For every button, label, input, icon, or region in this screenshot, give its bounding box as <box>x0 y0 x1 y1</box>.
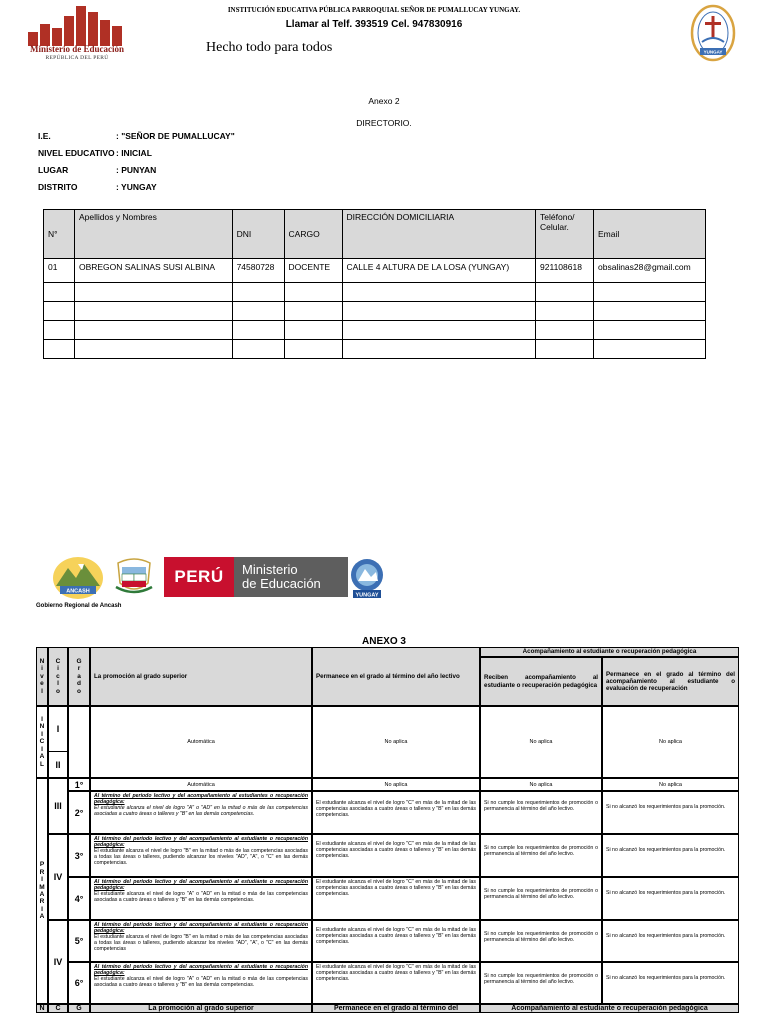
col-header: Email <box>594 210 706 259</box>
table-cell: CALLE 4 ALTURA DE LA LOSA (YUNGAY) <box>342 259 536 283</box>
col-header: DIRECCIÓN DOMICILIARIA <box>342 210 536 259</box>
table-cell <box>342 340 536 359</box>
table-cell: obsalinas28@gmail.com <box>594 259 706 283</box>
table-cell <box>74 340 232 359</box>
col-header: DNI <box>232 210 284 259</box>
grade-5: 5° <box>68 920 90 962</box>
yungay-logo <box>349 557 385 599</box>
header-permanece: Permanece en el grado al término del año lectivo <box>312 647 480 706</box>
header-reciben: Reciben acompañamiento al estudiante o recuperación pedagógica <box>480 657 602 706</box>
info-value: : YUNGAY <box>116 182 157 192</box>
regional-mark-text: ANCASH <box>66 588 90 595</box>
g6-promo-body: El estudiante alcanza el nivel de logro "A" o "AD" en la mitad o más de las competencias asociadas a cuatro áreas o talleres y "B" en las demás competencias. <box>94 976 308 989</box>
header-permanece-eval: Permanece en el grado al término del acompañamiento al estudiante o evaluación de recuperación <box>602 657 739 706</box>
nivel-primaria: P R I M A R I A <box>36 778 48 1004</box>
table-cell <box>44 302 75 321</box>
info-label: NIVEL EDUCATIVO <box>38 148 115 158</box>
grade-6: 6° <box>68 962 90 1004</box>
info-distrito <box>38 182 157 192</box>
ministry-subtitle: REPÚBLICA DEL PERÚ <box>45 55 109 61</box>
ministry-brand-line1: Ministerio <box>242 562 298 577</box>
g2-promo <box>90 791 312 834</box>
footer-c: C <box>48 1004 68 1013</box>
footer-promo: La promoción al grado superior <box>90 1004 312 1013</box>
g4-eval: Si no alcanzó los requerimientos para la promoción. <box>602 877 739 920</box>
table-cell <box>284 283 342 302</box>
g3-reciben: Si no cumple los requerimientos de promoción o permanencia al término del año lectivo. <box>480 834 602 877</box>
g5-promo-head: Al término del periodo lectivo y del acompañamiento al estudiante o recuperación pedagógica: <box>94 922 308 935</box>
school-seal-icon <box>690 4 736 62</box>
cycle-ii: II <box>48 752 68 778</box>
g6-promo-head: Al término del periodo lectivo y del acompañamiento al estudiante o recuperación pedagógica: <box>94 964 308 977</box>
table-cell: OBREGON SALINAS SUSI ALBINA <box>74 259 232 283</box>
annex3-table <box>36 647 739 1013</box>
footer-n: N <box>36 1004 48 1013</box>
info-value: : INICIAL <box>116 148 152 158</box>
table-cell <box>536 283 594 302</box>
g4-promo-body: El estudiante alcanza el nivel de logro "A" o "AD" en la mitad o más de las competencias asociadas a cuatro áreas o talleres y "B" en las demás competencias. <box>94 891 308 904</box>
table-cell <box>536 340 594 359</box>
g6-perm: El estudiante alcanza el nivel de logro "C" en más de la mitad de las competencias asociadas a cuatro áreas o talleres y "B" en las demás competencias. <box>312 962 480 1004</box>
table-header-row <box>44 210 706 259</box>
footer-perm: Permanece en el grado al término del <box>312 1004 480 1013</box>
inicial-promo: Automática <box>90 706 312 778</box>
nivel-inicial: I N I C I A L <box>36 706 48 778</box>
g1-perm: No aplica <box>312 778 480 791</box>
table-cell <box>342 283 536 302</box>
table-cell <box>536 321 594 340</box>
seal-label: YUNGAY <box>703 49 723 55</box>
info-label: I.E. <box>38 131 51 141</box>
info-value: : "SEÑOR DE PUMALLUCAY" <box>116 131 235 141</box>
info-lugar <box>38 165 156 175</box>
table-cell: DOCENTE <box>284 259 342 283</box>
info-ie <box>38 131 235 141</box>
peru-brand: PERÚ <box>164 557 234 597</box>
ministry-logo-bars <box>28 6 122 46</box>
cycle-iv-a: IV <box>48 834 68 920</box>
regional-caption: Gobierno Regional de Ancash <box>36 603 122 609</box>
col-header: Apellidos y Nombres <box>74 210 232 259</box>
grade-empty <box>68 706 90 778</box>
table-cell <box>594 340 706 359</box>
g2-promo-head: Al término del periodo lectivo y del acompañamiento al estudiantes o recuperación pedagógica: <box>94 793 308 806</box>
g4-reciben: Si no cumple los requerimientos de promoción o permanencia al término del año lectivo. <box>480 877 602 920</box>
cycle-iv-b: IV <box>48 920 68 1004</box>
cycle-i: I <box>48 706 68 752</box>
g1-reciben: No aplica <box>480 778 602 791</box>
table-cell <box>44 340 75 359</box>
grade-3: 3° <box>68 834 90 877</box>
table-row <box>44 321 706 340</box>
header-ciclo: C i c l o <box>48 647 68 706</box>
info-label: DISTRITO <box>38 182 78 192</box>
grade-4: 4° <box>68 877 90 920</box>
table-cell <box>536 302 594 321</box>
header-promocion: La promoción al grado superior <box>90 647 312 706</box>
yungay-logo-text: YUNGAY <box>355 592 379 599</box>
g2-eval: Si no alcanzó los requerimientos para la promoción. <box>602 791 739 834</box>
table-cell <box>594 283 706 302</box>
table-cell <box>232 302 284 321</box>
g6-eval: Si no alcanzó los requerimientos para la promoción. <box>602 962 739 1004</box>
table-cell <box>44 283 75 302</box>
table-cell <box>232 283 284 302</box>
table-cell <box>44 321 75 340</box>
g3-promo <box>90 834 312 877</box>
info-label: LUGAR <box>38 165 69 175</box>
directory-table <box>43 209 706 359</box>
slogan: Hecho todo para todos <box>206 40 333 55</box>
table-cell: 921108618 <box>536 259 594 283</box>
grade-1: 1° <box>68 778 90 791</box>
ministry-name: Ministerio de Educación <box>30 44 124 54</box>
table-cell <box>342 321 536 340</box>
ministry-brand <box>234 557 348 597</box>
col-header: CARGO <box>284 210 342 259</box>
g3-promo-head: Al término del periodo lectivo y del acompañamiento al estudiante o recuperación pedagógica: <box>94 836 308 849</box>
header-nivel: N i v e l <box>36 647 48 706</box>
g3-eval: Si no alcanzó los requerimientos para la promoción. <box>602 834 739 877</box>
table-cell <box>594 321 706 340</box>
table-cell <box>342 302 536 321</box>
g2-reciben: Si no cumple los requerimientos de promoción o permanencia al término del año lectivo. <box>480 791 602 834</box>
inicial-perm: No aplica <box>312 706 480 778</box>
g5-eval: Si no alcanzó los requerimientos para la promoción. <box>602 920 739 962</box>
table-row <box>44 302 706 321</box>
g4-promo <box>90 877 312 920</box>
col-header: Teléfono/ Celular. <box>536 210 594 259</box>
cycle-iii: III <box>48 778 68 834</box>
school-name: INSTITUCIÓN EDUCATIVA PÚBLICA PARROQUIAL SEÑOR DE PUMALLUCAY YUNGAY. <box>227 6 521 14</box>
info-nivel <box>38 148 152 158</box>
table-cell <box>232 340 284 359</box>
table-cell <box>284 321 342 340</box>
g4-perm: El estudiante alcanza el nivel de logro "C" en más de la mitad de las competencias asociadas a cuatro áreas o talleres y "B" en las demás competencias. <box>312 877 480 920</box>
table-cell <box>74 321 232 340</box>
grade-2: 2° <box>68 791 90 834</box>
table-cell <box>594 302 706 321</box>
peru-emblem-icon <box>112 557 156 597</box>
footer-acomp: Acompañamiento al estudiante o recuperación pedagógica <box>480 1004 739 1013</box>
g5-reciben: Si no cumple los requerimientos de promoción o permanencia al término del año lectivo. <box>480 920 602 962</box>
g5-promo-body: El estudiante alcanza el nivel de logro "B" en la mitad o más de las competencias asociadas a todas las áreas o talleres, pudiendo alcanzar los niveles "AD", "A", o "C" en las demás competencias <box>94 934 308 953</box>
footer-g: G <box>68 1004 90 1013</box>
annex2-subtitle: DIRECTORIO. <box>356 118 412 128</box>
g3-perm: El estudiante alcanza el nivel de logro "C" en más de la mitad de las competencias asociadas a cuatro áreas o talleres y "B" en las demás competencias. <box>312 834 480 877</box>
g2-promo-body: El estudiante alcanza el nivel de logro "A" o "AD" en la mitad o más de las competencias asociadas a cuatro áreas o talleres y "B" en las demás competencias. <box>94 805 308 818</box>
g2-perm: El estudiante alcanza el nivel de logro "C" en más de la mitad de las competencias asociadas a cuatro áreas o talleres y "B" en las demás competencias. <box>312 791 480 834</box>
table-cell: 01 <box>44 259 75 283</box>
table-row <box>44 340 706 359</box>
col-header: N° <box>44 210 75 259</box>
inicial-reciben: No aplica <box>480 706 602 778</box>
table-cell <box>284 340 342 359</box>
table-row <box>44 283 706 302</box>
g5-promo <box>90 920 312 962</box>
header-grado: G r a d o <box>68 647 90 706</box>
phone-line: Llamar al Telf. 393519 Cel. 947830916 <box>285 19 463 30</box>
g6-reciben: Si no cumple los requerimientos de promoción o permanencia al término del año lectivo. <box>480 962 602 1004</box>
table-cell <box>232 321 284 340</box>
info-value: : PUNYAN <box>116 165 157 175</box>
table-cell <box>284 302 342 321</box>
inicial-eval: No aplica <box>602 706 739 778</box>
annex3-title: ANEXO 3 <box>362 636 406 647</box>
g4-promo-head: Al término del periodo lectivo y del acompañamiento al estudiante o recuperación pedagógica: <box>94 879 308 892</box>
g1-promo: Automática <box>90 778 312 791</box>
ministry-brand-line2: de Educación <box>242 576 321 591</box>
annex2-title: Anexo 2 <box>368 96 400 106</box>
g3-promo-body: El estudiante alcanza el nivel de logro "B" en la mitad o más de las competencias asociadas a todas las áreas o talleres, pudiendo alcanzar los niveles "AD", "A", o "C" en las demás competencias. <box>94 848 308 867</box>
g1-eval: No aplica <box>602 778 739 791</box>
table-row <box>44 259 706 283</box>
header-acompanamiento: Acompañamiento al estudiante o recuperación pedagógica <box>480 647 739 657</box>
table-cell <box>74 302 232 321</box>
table-cell <box>74 283 232 302</box>
regional-government-logo <box>52 556 104 600</box>
table-cell: 74580728 <box>232 259 284 283</box>
g6-promo <box>90 962 312 1004</box>
g5-perm: El estudiante alcanza el nivel de logro "C" en más de la mitad de las competencias asociadas a cuatro áreas o talleres y "B" en las demás competencias. <box>312 920 480 962</box>
